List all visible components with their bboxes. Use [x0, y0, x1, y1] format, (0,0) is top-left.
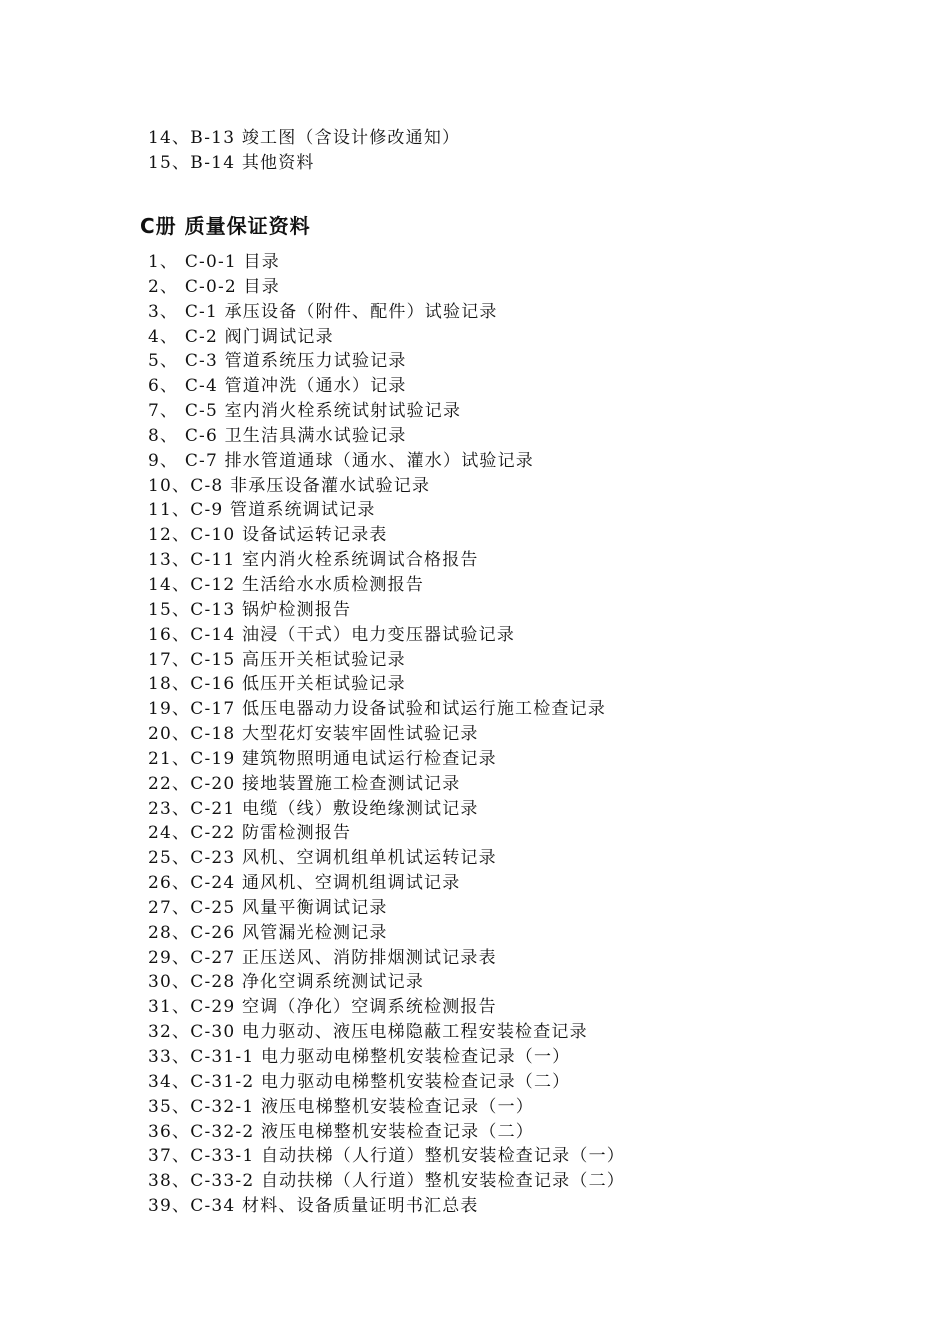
list-item: 11、C-9 管道系统调试记录: [148, 500, 376, 521]
list-item: 29、C-27 正压送风、消防排烟测试记录表: [148, 947, 497, 968]
list-item: 6、 C-4 管道冲洗（通水）记录: [148, 376, 407, 397]
b-volume-list-tail: [148, 126, 460, 176]
list-item: 19、C-17 低压电器动力设备试验和试运行施工检查记录: [148, 699, 607, 720]
list-item: 38、C-33-2 自动扶梯（人行道）整机安装检查记录（二）: [148, 1171, 625, 1192]
list-item: 16、C-14 油浸（干式）电力变压器试验记录: [148, 624, 516, 645]
list-item: 32、C-30 电力驱动、液压电梯隐蔽工程安装检查记录: [148, 1022, 588, 1043]
list-item: 14、B-13 竣工图（含设计修改通知）: [148, 128, 461, 148]
section-title: C册 质量保证资料: [140, 214, 311, 238]
list-item: 15、C-13 锅炉检测报告: [148, 599, 352, 620]
list-item: 34、C-31-2 电力驱动电梯整机安装检查记录（二）: [148, 1071, 571, 1092]
list-item: 25、C-23 风机、空调机组单机试运转记录: [148, 848, 497, 869]
list-item: 12、C-10 设备试运转记录表: [148, 525, 388, 546]
list-item: 14、C-12 生活给水水质检测报告: [148, 574, 425, 595]
list-item: 2、 C-0-2 目录: [148, 276, 280, 297]
list-item: 9、 C-7 排水管道通球（通水、灌水）试验记录: [148, 450, 534, 471]
list-item: 39、C-34 材料、设备质量证明书汇总表: [148, 1196, 479, 1217]
list-item: 21、C-19 建筑物照明通电试运行检查记录: [148, 748, 497, 769]
list-item: 28、C-26 风管漏光检测记录: [148, 922, 388, 943]
list-item: 18、C-16 低压开关柜试验记录: [148, 674, 406, 695]
list-item: 7、 C-5 室内消火栓系统试射试验记录: [148, 401, 462, 422]
list-item: 17、C-15 高压开关柜试验记录: [148, 649, 406, 670]
list-item: 26、C-24 通风机、空调机组调试记录: [148, 873, 461, 894]
c-volume-list: [148, 250, 625, 1219]
list-item: 37、C-33-1 自动扶梯（人行道）整机安装检查记录（一）: [148, 1146, 625, 1167]
list-item: 4、 C-2 阀门调试记录: [148, 326, 334, 347]
list-item: 30、C-28 净化空调系统测试记录: [148, 972, 425, 993]
list-item: 8、 C-6 卫生洁具满水试验记录: [148, 425, 407, 446]
list-item: 13、C-11 室内消火栓系统调试合格报告: [148, 550, 479, 571]
list-item: 5、 C-3 管道系统压力试验记录: [148, 351, 407, 372]
list-item: 23、C-21 电缆（线）敷设绝缘测试记录: [148, 798, 479, 819]
list-item: 27、C-25 风量平衡调试记录: [148, 897, 388, 918]
list-item: 22、C-20 接地装置施工检查测试记录: [148, 773, 461, 794]
list-item: 33、C-31-1 电力驱动电梯整机安装检查记录（一）: [148, 1047, 571, 1067]
list-item: 36、C-32-2 液压电梯整机安装检查记录（二）: [148, 1121, 534, 1142]
list-item: 35、C-32-1 液压电梯整机安装检查记录（一）: [148, 1096, 534, 1117]
list-item: 10、C-8 非承压设备灌水试验记录: [148, 475, 431, 496]
list-item: 3、 C-1 承压设备（附件、配件）试验记录: [148, 301, 498, 322]
list-item: 1、 C-0-1 目录: [148, 252, 280, 272]
list-item: 20、C-18 大型花灯安装牢固性试验记录: [148, 724, 479, 745]
list-item: 24、C-22 防雷检测报告: [148, 823, 352, 844]
list-item: 15、B-14 其他资料: [148, 152, 315, 173]
list-item: 31、C-29 空调（净化）空调系统检测报告: [148, 997, 497, 1018]
